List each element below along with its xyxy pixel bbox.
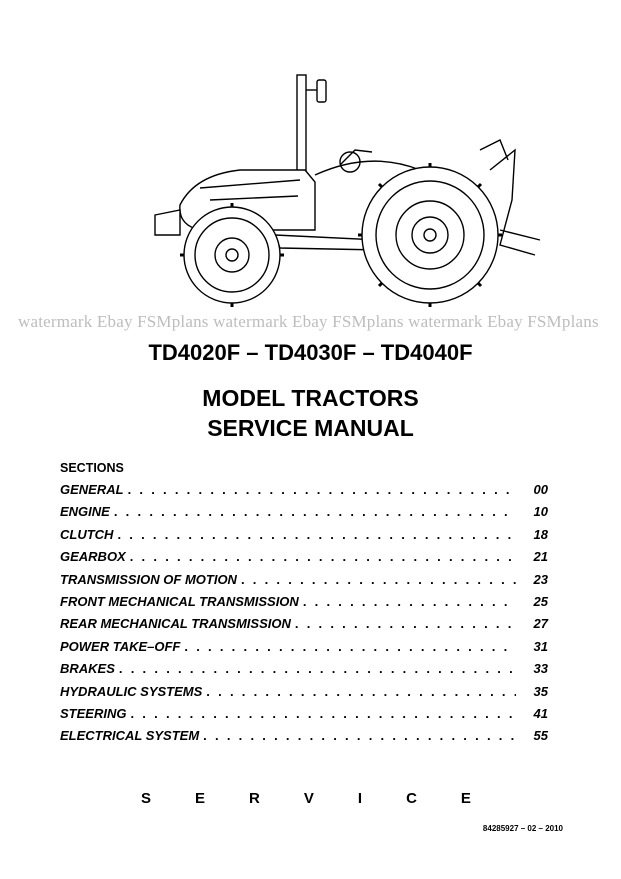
section-row[interactable]	[60, 594, 548, 616]
section-row[interactable]	[60, 527, 548, 549]
dot-leader	[203, 728, 516, 743]
service-letter: I	[357, 790, 363, 807]
dot-leader	[130, 549, 516, 564]
dot-leader	[114, 504, 516, 519]
service-letter: E	[460, 790, 471, 807]
section-row[interactable]	[60, 728, 548, 750]
dot-leader	[295, 616, 516, 631]
dot-leader	[117, 527, 516, 542]
section-name: BRAKES	[60, 661, 115, 677]
section-number: 10	[533, 504, 548, 520]
manual-title-line2: SERVICE MANUAL	[207, 415, 414, 441]
section-number: 41	[533, 705, 548, 721]
section-name: STEERING	[60, 705, 127, 721]
section-number: 25	[533, 593, 548, 609]
dot-leader	[241, 572, 516, 587]
dot-leader	[130, 706, 516, 721]
service-letter: R	[249, 790, 260, 807]
section-row[interactable]	[60, 684, 548, 706]
section-name: HYDRAULIC SYSTEMS	[60, 683, 203, 699]
section-row[interactable]	[60, 549, 548, 571]
sections-list	[60, 482, 548, 751]
section-name: GEARBOX	[60, 549, 126, 565]
section-name: POWER TAKE–OFF	[60, 638, 181, 654]
section-row[interactable]	[60, 616, 548, 638]
service-banner	[141, 790, 471, 807]
section-number: 27	[533, 616, 548, 632]
section-row[interactable]	[60, 639, 548, 661]
section-number: 23	[533, 571, 548, 587]
section-row[interactable]	[60, 706, 548, 728]
section-name: CLUTCH	[60, 526, 114, 542]
dot-leader	[303, 594, 516, 609]
section-number: 21	[533, 549, 548, 565]
section-row[interactable]	[60, 572, 548, 594]
service-letter: S	[141, 790, 152, 807]
section-number: 18	[533, 526, 548, 542]
dot-leader	[128, 482, 516, 497]
tractor-illustration	[140, 70, 550, 310]
dot-leader	[184, 639, 516, 654]
section-name: REAR MECHANICAL TRANSMISSION	[60, 616, 291, 632]
service-letter: V	[303, 790, 314, 807]
section-row[interactable]	[60, 504, 548, 526]
section-name: ENGINE	[60, 504, 110, 520]
section-number: 55	[533, 728, 548, 744]
service-letter: E	[195, 790, 206, 807]
dot-leader	[119, 661, 516, 676]
section-number: 33	[533, 661, 548, 677]
dot-leader	[206, 684, 516, 699]
section-number: 00	[533, 482, 548, 497]
section-name: ELECTRICAL SYSTEM	[60, 728, 200, 744]
section-name: TRANSMISSION OF MOTION	[60, 571, 237, 587]
section-row[interactable]	[60, 482, 548, 504]
section-number: 31	[533, 638, 548, 654]
section-name: GENERAL	[60, 482, 124, 497]
section-row[interactable]	[60, 661, 548, 683]
service-letter: C	[406, 790, 417, 807]
section-name: FRONT MECHANICAL TRANSMISSION	[60, 593, 299, 609]
manual-title-line1: MODEL TRACTORS	[202, 385, 419, 411]
model-numbers: TD4020F – TD4030F – TD4040F	[148, 340, 473, 365]
watermark-text: watermark Ebay FSMplans watermark Ebay FSMplans watermark Ebay FSMplans	[18, 312, 599, 331]
sections-heading: SECTIONS	[60, 461, 124, 475]
section-number: 35	[533, 683, 548, 699]
document-number: 84285927 – 02 – 2010	[482, 824, 563, 833]
